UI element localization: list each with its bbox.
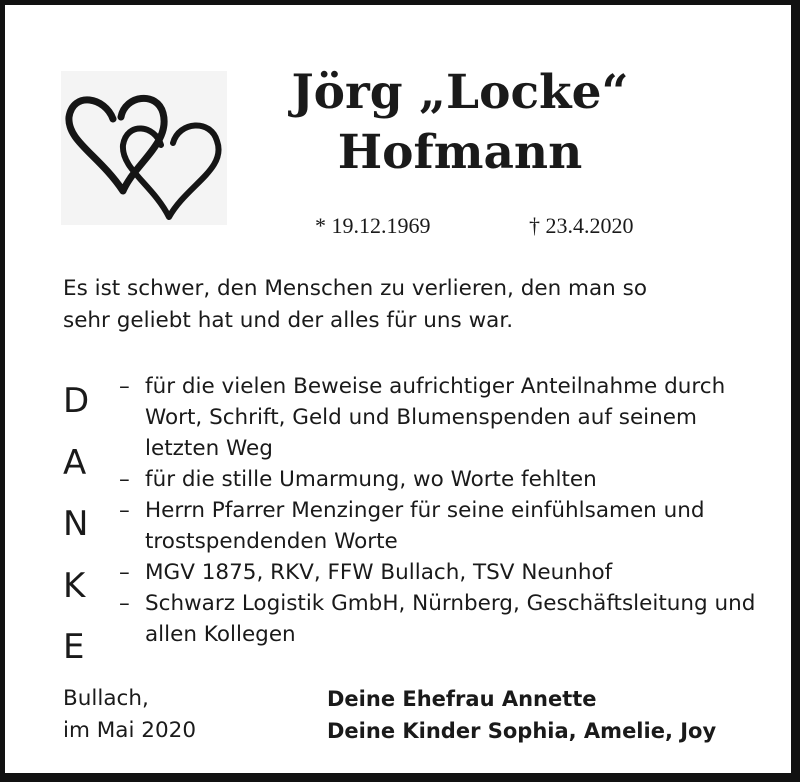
- thanks-item: – Herrn Pfarrer Menzinger für seine einfühlsamen und trostspendenden Worte: [119, 495, 759, 557]
- obituary-card: [5, 5, 791, 773]
- intro-line-2: sehr geliebt hat und der alles für uns war.: [63, 308, 514, 333]
- thanks-list: [119, 371, 759, 650]
- danke-letter: A: [63, 442, 87, 483]
- thanks-item: – für die vielen Beweise aufrichtiger Anteilnahme durch Wort, Schrift, Geld und Blumenspenden auf seinem letzten Weg: [119, 371, 759, 464]
- danke-letter: K: [63, 565, 86, 606]
- family-signature: [327, 683, 716, 747]
- family-line-1: Deine Ehefrau Annette: [327, 687, 597, 711]
- danke-letter: E: [63, 627, 85, 667]
- thanks-item: – MGV 1875, RKV, FFW Bullach, TSV Neunhof: [119, 557, 759, 588]
- name-line-2: Hofmann: [337, 125, 583, 180]
- danke-letter: N: [63, 504, 89, 544]
- thanks-item: – Schwarz Logistik GmbH, Nürnberg, Geschäftsleitung und allen Kollegen: [119, 588, 759, 650]
- name-line-1: Jörg „Locke“: [291, 65, 629, 120]
- family-line-2: Deine Kinder Sophia, Amelie, Joy: [327, 719, 717, 743]
- place-and-date: [63, 683, 196, 747]
- death-date: † 23.4.2020: [529, 213, 634, 238]
- intro-line-1: Es ist schwer, den Menschen zu verlieren, den man so: [63, 276, 647, 301]
- deceased-name: [245, 63, 675, 183]
- danke-letter: D: [63, 381, 90, 421]
- thanks-item: – für die stille Umarmung, wo Worte fehlten: [119, 464, 759, 495]
- intro-text: [63, 273, 743, 337]
- two-hearts-icon: [61, 71, 227, 225]
- place: Bullach,: [63, 686, 149, 711]
- danke-letters: [63, 371, 103, 679]
- birth-date: * 19.12.1969: [315, 213, 431, 238]
- date: im Mai 2020: [63, 718, 196, 743]
